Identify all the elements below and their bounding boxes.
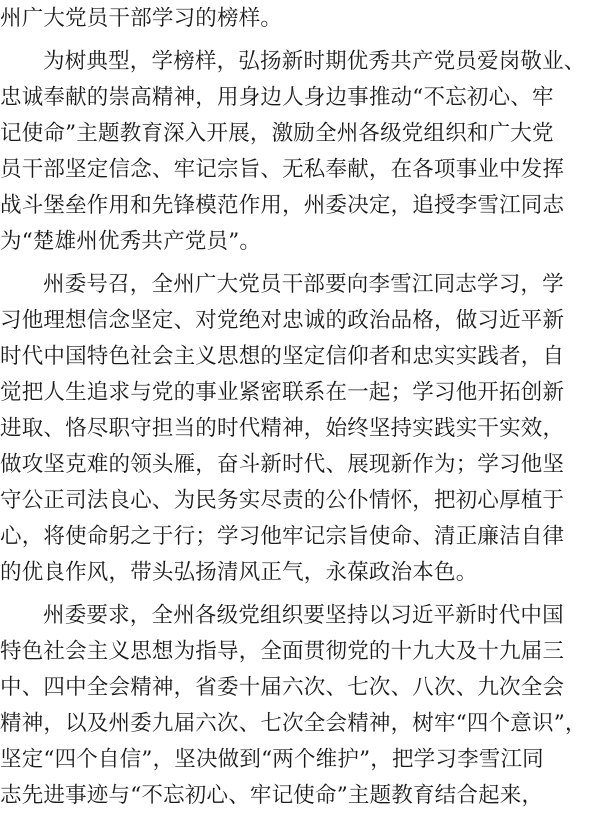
text-line-14: 守公正司法良心、为民务实尽责的公仆情怀，把初心厚植于 xyxy=(0,488,565,513)
text-line-19: 中、四中全会精神，省委十届六次、七次、八次、九次全会 xyxy=(0,675,565,700)
text-line-5: 员干部坚定信念、牢记宗旨、无私奉献，在各项事业中发挥 xyxy=(0,157,565,182)
text-line-20: 精神，以及州委九届六次、七次全会精神，树牢“四个意识”， xyxy=(0,711,587,736)
text-line-17: 州委要求，全州各级党组织要坚持以习近平新时代中国 xyxy=(43,603,564,628)
text-line-2: 为树典型，学榜样，弘扬新时期优秀共产党员爱岗敬业、 xyxy=(43,49,586,74)
text-line-9: 习他理想信念坚定、对党绝对忠诚的政治品格，做习近平新 xyxy=(0,308,565,333)
text-line-12: 进取、恪尽职守担当的时代精神，始终坚持实践实干实效， xyxy=(0,416,565,441)
text-line-4: 记使命”主题教育深入开展，激励全州各级党组织和广大党 xyxy=(0,121,554,146)
text-line-6: 战斗堡垒作用和先锋模范作用，州委决定，追授李雪江同志 xyxy=(0,193,565,218)
text-line-22: 志先进事迹与“不忘初心、牢记使命”主题教育结合起来， xyxy=(0,783,544,808)
text-line-7: 为“楚雄州优秀共产党员”。 xyxy=(0,229,262,254)
text-line-21: 坚定“四个自信”，坚决做到“两个维护”，把学习李雪江同 xyxy=(0,747,544,772)
text-line-11: 觉把人生追求与党的事业紧密联系在一起；学习他开拓创新 xyxy=(0,380,565,405)
text-line-10: 时代中国特色社会主义思想的坚定信仰者和忠实实践者，自 xyxy=(0,344,565,369)
text-line-1: 州广大党员干部学习的榜样。 xyxy=(0,6,283,31)
text-line-3: 忠诚奉献的崇高精神，用身边人身边事推动“不忘初心、牢 xyxy=(0,85,554,110)
text-line-15: 心，将使命躬之于行；学习他牢记宗旨使命、清正廉洁自律 xyxy=(0,524,565,549)
text-line-18: 特色社会主义思想为指导，全面贯彻党的十九大及十九届三 xyxy=(0,639,565,664)
text-line-8: 州委号召，全州广大党员干部要向李雪江同志学习，学 xyxy=(43,272,564,297)
text-line-13: 做攻坚克难的领头雁，奋斗新时代、展现新作为；学习他坚 xyxy=(0,452,565,477)
text-line-16: 的优良作风，带头弘扬清风正气，永葆政治本色。 xyxy=(0,560,478,585)
